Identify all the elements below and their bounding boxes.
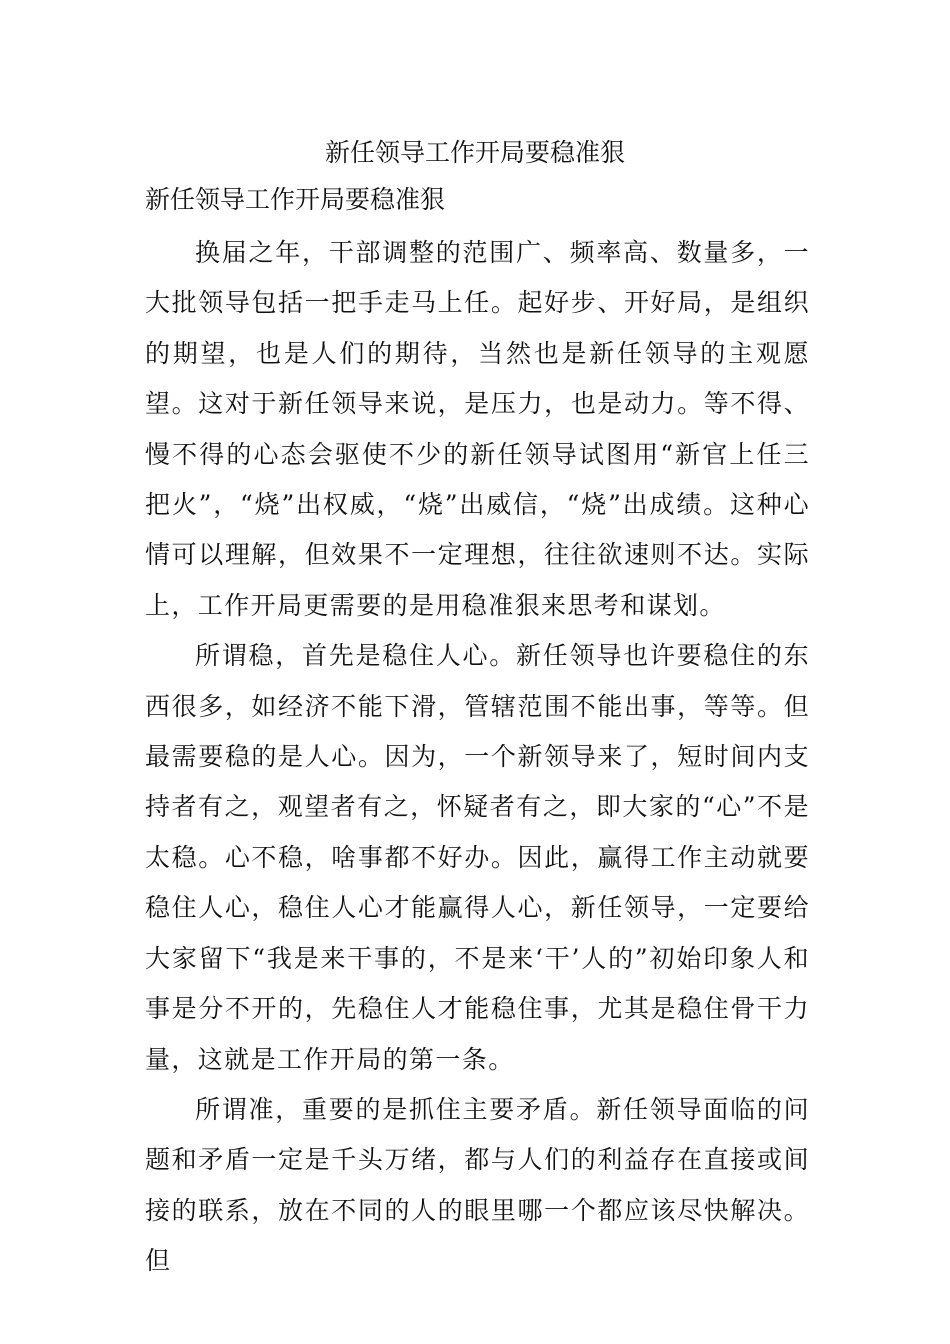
- document-title: 新任领导工作开局要稳准狠: [324, 138, 625, 167]
- paragraph-accuracy: 所谓准，重要的是抓住主要矛盾。新任领导面临的问题和矛盾一定是千头万绪，都与人们的利益存在直接或间接的联系，放在不同的人的眼里哪一个都应该尽快解决。但: [145, 1094, 810, 1276]
- document-body: [145, 228, 810, 1287]
- paragraph-intro: 换届之年，干部调整的范围广、频率高、数量多，一大批领导包括一把手走马上任。起好步、开好局，是组织的期望，也是人们的期待，当然也是新任领导的主观愿望。这对于新任领导来说，是压力，也是动力。等不得、慢不得的心态会驱使不少的新任领导试图用“新官上任三把火”，“烧”出权威，“烧”出威信，“烧”出成绩。这种心情可以理解，但效果不一定理想，往往欲速则不达。实际上，工作开局更需要的是用稳准狠来思考和谋划。: [145, 238, 810, 620]
- paragraph-stability: 所谓稳，首先是稳住人心。新任领导也许要稳住的东西很多，如经济不能下滑，管辖范围不能出事，等等。但最需要稳的是人心。因为，一个新领导来了，短时间内支持者有之，观望者有之，怀疑者有之，即大家的“心”不是太稳。心不稳，啥事都不好办。因此，赢得工作主动就要稳住人心，稳住人心才能赢得人心，新任领导，一定要给大家留下“我是来干事的，不是来‘干’人的”初始印象人和事是分不开的，先稳住人才能稳住事，尤其是稳住骨干力量，这就是工作开局的第一条。: [145, 641, 810, 1074]
- document-subtitle: 新任领导工作开局要稳准狠: [145, 185, 446, 214]
